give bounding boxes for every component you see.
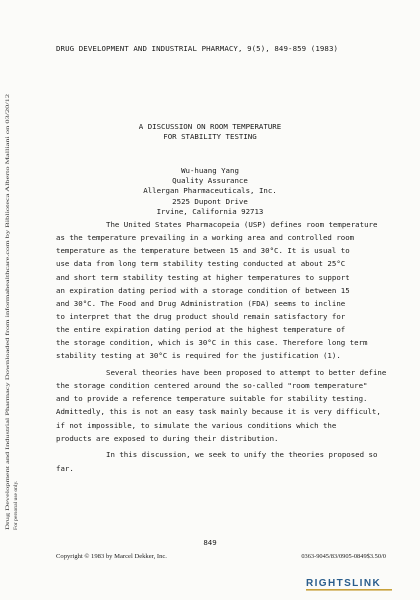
author-city: Irvine, California 92713 <box>156 206 264 216</box>
paragraph-3 <box>56 448 386 474</box>
author-company: Allergan Pharmaceuticals, Inc. <box>143 186 277 196</box>
text-line: the entire expiration dating period at the highest temperature of <box>56 325 346 335</box>
text-line: Several theories have been proposed to attempt to better define <box>106 368 387 378</box>
running-head: DRUG DEVELOPMENT AND INDUSTRIAL PHARMACY, 9(5), 849-859 (1983) <box>56 44 339 53</box>
title-line-2: FOR STABILITY TESTING <box>163 132 257 141</box>
text-line: and to provide a reference temperature suitable for stability testing. <box>56 394 368 404</box>
copyright-notice: Copyright © 1983 by Marcel Dekker, Inc. <box>56 553 167 560</box>
text-line: products are exposed to during their distribution. <box>56 433 279 443</box>
author-block <box>0 166 420 217</box>
page-number: 849 <box>203 538 217 547</box>
rightslink-logo-text: RIGHTSLINK <box>306 578 382 589</box>
text-line: to interpret that the drug product should remain satisfactory for <box>56 311 346 321</box>
author-street: 2525 Dupont Drive <box>172 196 248 206</box>
text-line: and 30°C. The Food and Drug Administration (FDA) seems to incline <box>56 298 346 308</box>
watermark-line-2: For personal use only. <box>13 480 19 530</box>
paragraph-1 <box>56 218 386 363</box>
text-line: as the temperature prevailing in a working area and controlled room <box>56 233 355 243</box>
text-line: the storage condition centered around the so-called "room temperature" <box>56 381 368 391</box>
text-line: if not impossible, to simulate the various conditions which the <box>56 420 337 430</box>
download-watermark <box>0 90 22 530</box>
watermark-line-1: Drug Development and Industrial Pharmacy Downloaded from informahealthcare.com by Biblioteca Alberto Malliani on 03/20/12 <box>5 237 11 530</box>
text-line: temperature as the temperature between 15 and 30°C. It is usual to <box>56 246 350 256</box>
text-line: the storage condition, which is 30°C in this case. Therefore long term <box>56 338 368 348</box>
text-line: stability testing at 30°C is required for the justification (1). <box>56 351 341 361</box>
text-line: The United States Pharmacopeia (USP) defines room temperature <box>106 220 378 229</box>
issn-code: 0363-9045/83/0905-0849$3.50/0 <box>301 553 386 560</box>
rightslink-logo <box>304 575 400 593</box>
text-line: an expiration dating period with a storage condition of between 15 <box>56 285 350 295</box>
paragraph-2 <box>56 366 386 445</box>
text-line: far. <box>56 463 74 473</box>
body-text <box>56 218 386 475</box>
author-department: Quality Assurance <box>172 176 248 186</box>
author-name: Wu-huang Yang <box>181 166 239 175</box>
logo-accent-bar <box>306 589 392 591</box>
title-line-1: A DISCUSSION ON ROOM TEMPERATURE <box>138 122 282 131</box>
text-line: use data from long term stability testing conducted at about 25°C <box>56 259 346 269</box>
text-line: Admittedly, this is not an easy task mainly because it is very difficult, <box>56 407 381 417</box>
text-line: and short term stability testing at higher temperatures to support <box>56 272 350 282</box>
text-line: In this discussion, we seek to unify the theories proposed so <box>106 450 378 460</box>
article-title <box>0 122 420 142</box>
